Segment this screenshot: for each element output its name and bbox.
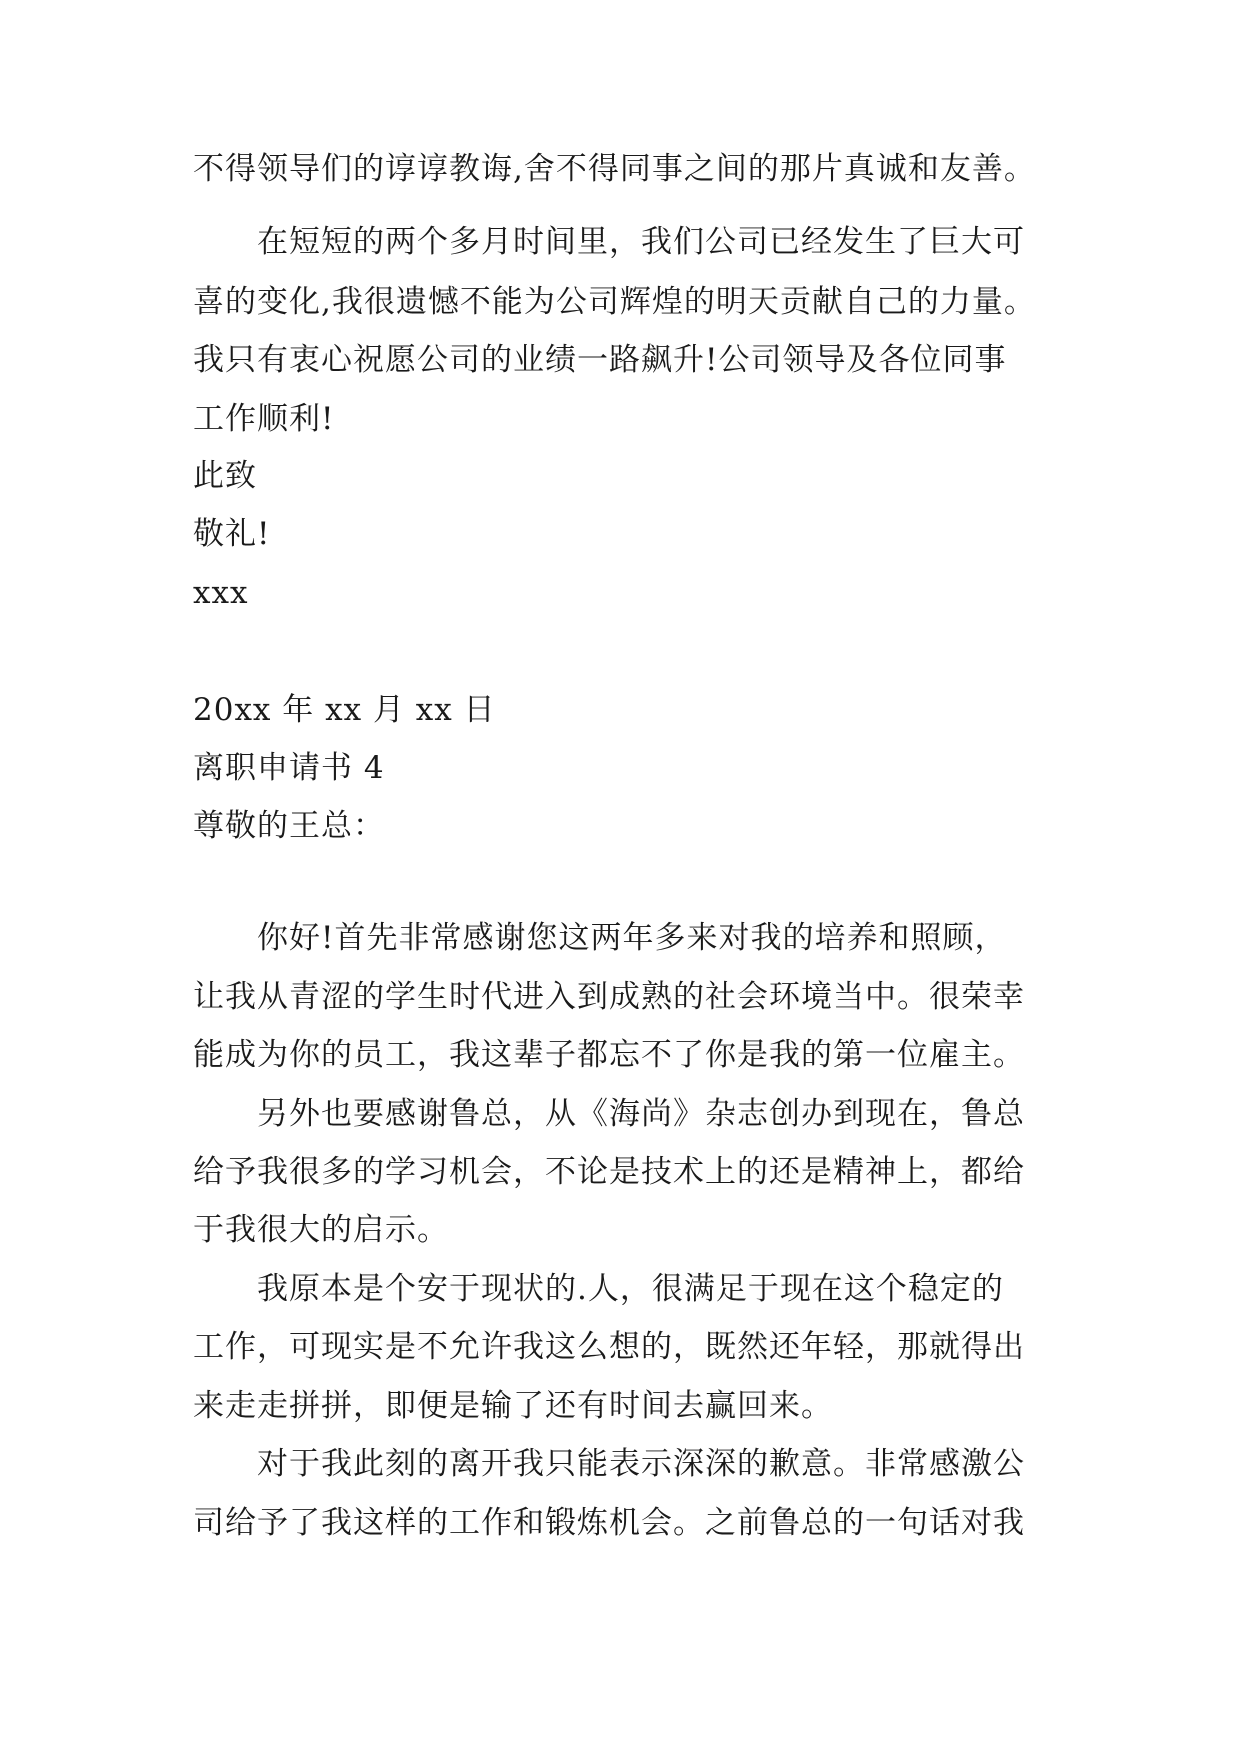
text-line: 敬礼! (193, 516, 271, 552)
text-line: 不得领导们的谆谆教诲,舍不得同事之间的那片真诚和友善。 (193, 151, 1036, 187)
text-line: 工作顺利! (193, 401, 335, 437)
text-line: 司给予了我这样的工作和锻炼机会。之前鲁总的一句话对我 (193, 1505, 1025, 1541)
text-line: 我原本是个安于现状的.人，很满足于现在这个稳定的 (257, 1271, 1004, 1307)
text-line: 对于我此刻的离开我只能表示深深的歉意。非常感激公 (257, 1446, 1025, 1482)
text-line: 给予我很多的学习机会，不论是技术上的还是精神上，都给 (193, 1154, 1025, 1190)
text-line: 工作，可现实是不允许我这么想的，既然还年轻，那就得出 (193, 1329, 1025, 1365)
date-line: 20xx 年 xx 月 xx 日 (193, 692, 496, 728)
text-line: 你好!首先非常感谢您这两年多来对我的培养和照顾， (257, 920, 1007, 956)
text-line: 此致 (193, 458, 257, 494)
text-line: 能成为你的员工，我这辈子都忘不了你是我的第一位雇主。 (193, 1037, 1025, 1073)
section-heading: 离职申请书 4 (193, 750, 385, 786)
signature-name: xxx (193, 575, 249, 611)
text-line: 在短短的两个多月时间里，我们公司已经发生了巨大可 (257, 224, 1025, 260)
text-line: 于我很大的启示。 (193, 1212, 449, 1248)
text-line: 另外也要感谢鲁总，从《海尚》杂志创办到现在，鲁总 (257, 1096, 1025, 1132)
text-line: 让我从青涩的学生时代进入到成熟的社会环境当中。很荣幸 (193, 979, 1025, 1015)
text-line: 我只有衷心祝愿公司的业绩一路飙升!公司领导及各位同事 (193, 342, 1007, 378)
text-line: 喜的变化,我很遗憾不能为公司辉煌的明天贡献自己的力量。 (193, 284, 1036, 320)
text-line: 来走走拼拼，即便是输了还有时间去赢回来。 (193, 1388, 833, 1424)
salutation: 尊敬的王总： (193, 808, 385, 844)
